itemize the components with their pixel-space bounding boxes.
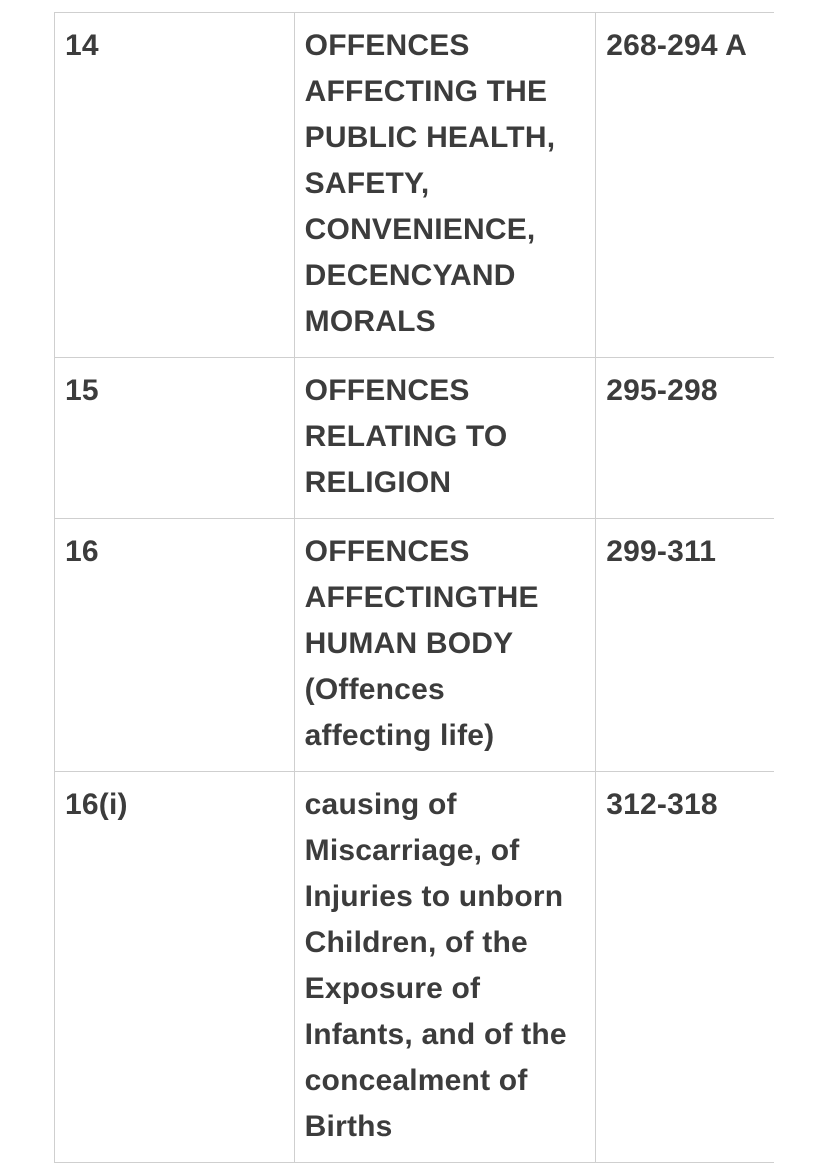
title-line: affecting life) — [304, 719, 495, 752]
title-line: RELIGION — [304, 466, 452, 499]
sections-cell: 268-294 A — [606, 29, 748, 62]
title-line: PUBLIC HEALTH, — [304, 121, 556, 154]
title-line: OFFENCES — [304, 29, 470, 62]
sections-cell: 299-311 — [606, 535, 717, 568]
chapter-cell: 16 — [55, 519, 295, 771]
title-line: SAFETY, — [304, 167, 430, 200]
title-line: Children, of the — [304, 926, 528, 959]
chapter-cell: 14 — [55, 13, 295, 357]
title-cell — [295, 13, 597, 357]
title-line: concealment of — [304, 1064, 528, 1097]
title-line: MORALS — [304, 305, 436, 338]
chapter-cell: 15 — [55, 358, 295, 518]
title-line: AFFECTINGTHE — [304, 581, 539, 614]
title-cell — [295, 358, 597, 518]
offences-table — [54, 0, 774, 1163]
title-line: HUMAN BODY — [304, 627, 514, 660]
sections-cell: 312-318 — [606, 788, 718, 821]
title-line: Infants, and of the — [304, 1018, 567, 1051]
chapter-cell: 16(i) — [55, 772, 295, 1162]
table-row — [54, 12, 774, 358]
title-line: DECENCYAND — [304, 259, 516, 292]
title-line: OFFENCES — [304, 374, 470, 407]
title-line: (Offences — [304, 673, 445, 706]
title-line: RELATING TO — [304, 420, 508, 453]
title-line: Miscarriage, of — [304, 834, 520, 867]
sections-cell: 295-298 — [606, 374, 718, 407]
table-row — [54, 772, 774, 1163]
title-line: Injuries to unborn — [304, 880, 564, 913]
title-line: AFFECTING THE — [304, 75, 548, 108]
table-row — [54, 358, 774, 519]
title-line: Exposure of — [304, 972, 481, 1005]
title-line: Births — [304, 1110, 393, 1143]
title-line: causing of — [304, 788, 457, 821]
title-cell — [295, 519, 597, 771]
title-line: CONVENIENCE, — [304, 213, 536, 246]
table-row — [54, 519, 774, 772]
title-cell — [295, 772, 597, 1162]
title-line: OFFENCES — [304, 535, 470, 568]
